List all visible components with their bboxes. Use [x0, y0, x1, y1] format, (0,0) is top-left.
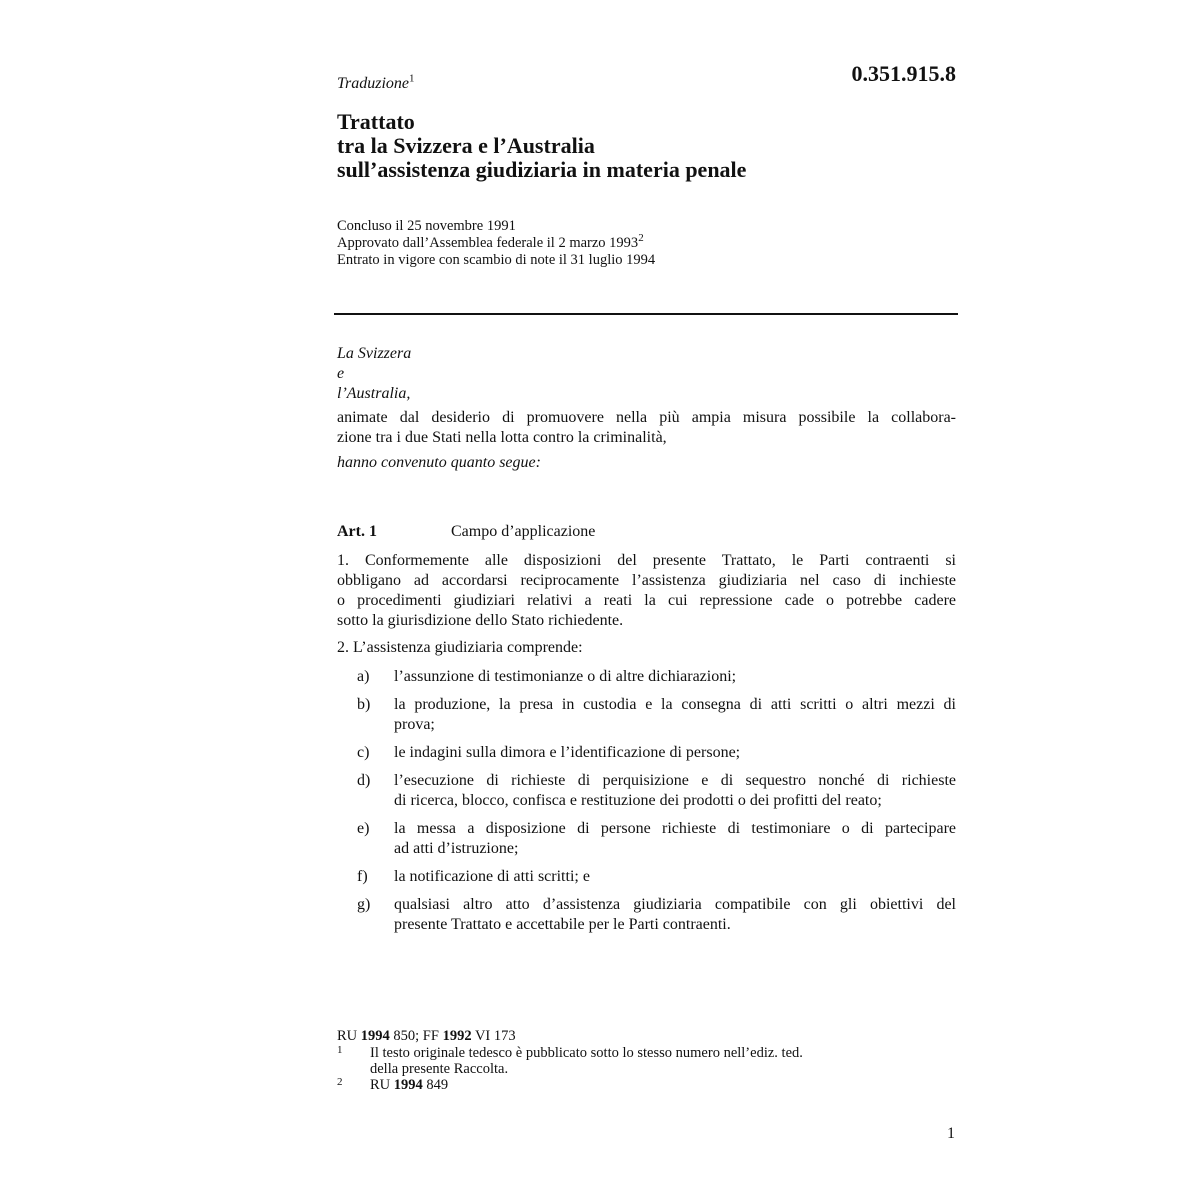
translation-text: Traduzione — [337, 75, 410, 92]
party-australia: l’Australia, — [337, 385, 411, 402]
title-line-3: sull’assistenza giudiziaria in materia penale — [337, 157, 747, 182]
translation-label — [337, 74, 415, 94]
ref-mid: 850; FF — [389, 1028, 443, 1044]
document-title — [337, 110, 957, 182]
page-number: 1 — [947, 1125, 955, 1142]
list-item-text: l’esecuzione di richieste di perquisizione e di sequestro nonché di richieste — [394, 772, 956, 789]
paragraph-1-line-4: sotto la giurisdizione dello Stato richiedente. — [337, 612, 624, 629]
preamble-body-line-2: zione tra i due Stati nella lotta contro la criminalità, — [337, 429, 667, 446]
ref-suffix: VI 173 — [471, 1028, 516, 1044]
list-item-text: l’assunzione di testimonianze o di altre dichiarazioni; — [394, 668, 737, 685]
list-letter: e) — [357, 820, 370, 837]
list-letter: g) — [357, 896, 371, 913]
footnote-2 — [337, 1077, 957, 1093]
list-item-text: la messa a disposizione di persone richieste di testimoniare o di partecipare — [394, 820, 956, 837]
article-1-paragraph-1 — [337, 551, 956, 631]
footnote-1-line-1: Il testo originale tedesco è pubblicato sotto lo stesso numero nell’ediz. ted. — [370, 1045, 803, 1061]
title-line-2: tra la Svizzera e l’Australia — [337, 133, 595, 158]
article-title: Campo d’applicazione — [451, 523, 596, 540]
footnote-ref-1[interactable]: 1 — [409, 72, 415, 85]
list-item-text: presente Trattato e accettabile per le Parti contraenti. — [394, 916, 731, 933]
paragraph-1-line-1: 1. Conformemente alle disposizioni del presente Trattato, le Parti contraenti si — [337, 552, 956, 569]
fn2-suffix: 849 — [422, 1077, 449, 1093]
sr-number: 0.351.915.8 — [851, 61, 956, 86]
footnote-1-line-2: della presente Raccolta. — [370, 1061, 509, 1077]
assistance-list — [337, 667, 956, 943]
title-line-1: Trattato — [337, 109, 415, 134]
list-item-text: prova; — [394, 716, 435, 733]
footnote-2-number: 2 — [337, 1076, 343, 1088]
article-number: Art. 1 — [337, 523, 377, 540]
preamble-body — [337, 408, 956, 448]
article-1-heading — [337, 522, 957, 542]
list-item-a — [337, 667, 956, 687]
list-letter: c) — [357, 744, 370, 761]
ref-year-1: 1994 — [360, 1028, 390, 1044]
list-item-b — [337, 695, 956, 735]
list-letter: f) — [357, 868, 368, 885]
ref-prefix: RU — [337, 1028, 361, 1044]
list-item-f — [337, 867, 956, 887]
section-divider — [334, 313, 958, 315]
concluded-date: Concluso il 25 novembre 1991 — [337, 218, 516, 234]
article-1-paragraph-2: 2. L’assistenza giudiziaria comprende: — [337, 639, 583, 656]
ref-year-2: 1992 — [442, 1028, 472, 1044]
list-letter: b) — [357, 696, 371, 713]
conjunction: e — [337, 365, 345, 382]
footnotes — [337, 1028, 957, 1093]
preamble — [337, 344, 956, 473]
footnote-1 — [337, 1045, 957, 1077]
approved-date — [337, 232, 957, 252]
preamble-body-line-1: animate dal desiderio di promuovere nella più ampia misura possibile la collabora- — [337, 409, 956, 426]
list-item-g — [337, 895, 956, 935]
footnote-ref-2[interactable]: 2 — [638, 232, 644, 245]
paragraph-1-line-2: obbligano ad accordarsi reciprocamente l’assistenza giudiziaria nel caso di inchieste — [337, 572, 956, 589]
footnote-2-text — [370, 1077, 957, 1093]
official-compilation-reference — [337, 1028, 957, 1044]
list-item-text: ad atti d’istruzione; — [394, 840, 519, 857]
list-item-text: qualsiasi altro atto d’assistenza giudiziaria compatibile con gli obiettivi del — [394, 896, 956, 913]
fn2-year: 1994 — [393, 1077, 423, 1093]
fn2-prefix: RU — [370, 1077, 394, 1093]
list-letter: a) — [357, 668, 370, 685]
preamble-closing: hanno convenuto quanto segue: — [337, 454, 541, 471]
list-item-text: le indagini sulla dimora e l’identificazione di persone; — [394, 744, 741, 761]
party-switzerland: La Svizzera — [337, 345, 412, 362]
list-item-text: di ricerca, blocco, confisca e restituzione dei prodotti o dei profitti del reato; — [394, 792, 882, 809]
list-item-text: la produzione, la presa in custodia e la consegna di atti scritti o altri mezzi di — [394, 696, 956, 713]
list-letter: d) — [357, 772, 371, 789]
footnote-1-number: 1 — [337, 1044, 343, 1056]
approved-text: Approvato dall’Assemblea federale il 2 marzo 1993 — [337, 235, 639, 251]
entry-into-force-date: Entrato in vigore con scambio di note il 31 luglio 1994 — [337, 252, 656, 268]
list-item-c — [337, 743, 956, 763]
paragraph-1-line-3: o procedimenti giudiziari relativi a reati la cui repressione cade o potrebbe cadere — [337, 592, 956, 609]
list-item-d — [337, 771, 956, 811]
list-item-text: la notificazione di atti scritti; e — [394, 868, 590, 885]
list-item-e — [337, 819, 956, 859]
treaty-dates — [337, 218, 957, 269]
